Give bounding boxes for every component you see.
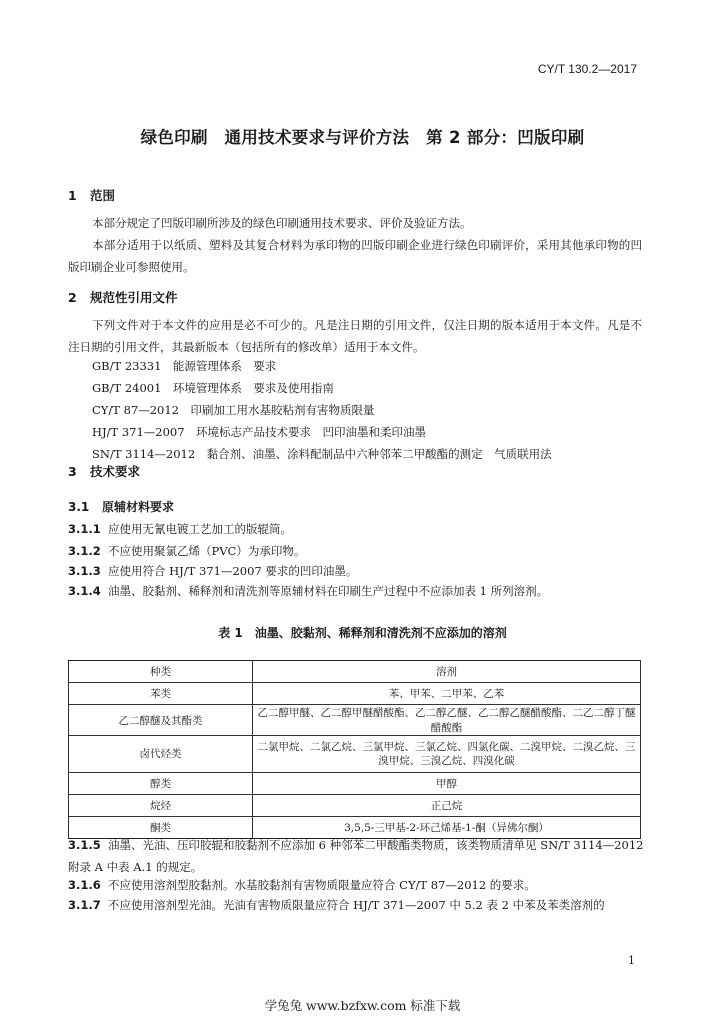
clause-3-1-1: [68, 518, 644, 540]
clause-text: 不应使用溶剂型光油。光油有害物质限量应符合 HJ/T 371—2007 中 5.2 表 2 中苯及苯类溶剂的: [108, 898, 605, 912]
table-row: [69, 773, 641, 795]
clause-number: 3.1.1: [68, 522, 101, 536]
section-3-heading: [68, 462, 140, 480]
clause-number: 3.1.5: [68, 838, 101, 852]
clause-number: 3.1.3: [68, 564, 101, 578]
clause-text: 应使用无氰电镀工艺加工的版辊筒。: [108, 522, 292, 536]
table-cell: 乙二醇甲醚、乙二醇甲醚醋酸酯、乙二醇乙醚、乙二醇乙醚醋酸酯、二乙二醇丁醚醋酸酯: [253, 705, 641, 736]
clause-number: 3.1.7: [68, 898, 101, 912]
clause-3-1-2: [68, 540, 644, 562]
section-1-heading: [68, 186, 115, 204]
standard-code: CY/T 130.2—2017: [537, 62, 637, 76]
clause-text: 应使用符合 HJ/T 371—2007 要求的凹印油墨。: [108, 564, 358, 578]
reference-item: CY/T 87—2012 印刷加工用水基胶粘剂有害物质限量: [92, 403, 375, 417]
clause-3-1-3: [68, 560, 644, 582]
document-title: 绿色印刷 通用技术要求与评价方法 第 2 部分：凹版印刷: [140, 128, 585, 147]
references-intro-paragraph: 下列文件对于本文件的应用是必不可少的。凡是注日期的引用文件，仅注日期的版本适用于本文件。凡是不注日期的引用文件，其最新版本（包括所有的修改单）适用于本文件。: [68, 318, 642, 354]
subsection-3-1-heading: [68, 498, 174, 515]
solvent-table: [68, 660, 641, 839]
table-cell: 酮类: [69, 817, 253, 839]
section-title: 规范性引用文件: [90, 290, 178, 305]
table-cell: 3,5,5-三甲基-2-环己烯基-1-酮（异佛尔酮）: [253, 817, 641, 839]
table-cell: 烷烃: [69, 795, 253, 817]
clause-number: 3.1.4: [68, 584, 101, 598]
table-cell: 乙二醇醚及其酯类: [69, 705, 253, 736]
clause-text: 油墨、光油、压印胶辊和胶黏剂不应添加 6 种邻苯二甲酸酯类物质，该类物质清单见 SN/T 3114—2012 附录 A 中表 A.1 的规定。: [68, 838, 644, 874]
scope-paragraph-2: 本部分适用于以纸质、塑料及其复合材料为承印物的凹版印刷企业进行绿色印刷评价，采用其他承印物的凹版印刷企业可参照使用。: [68, 238, 642, 274]
table-cell: 苯类: [69, 683, 253, 705]
clause-3-1-5: [68, 834, 644, 878]
table-cell: 正己烷: [253, 795, 641, 817]
table-cell: 甲醇: [253, 773, 641, 795]
table-header-cell: 种类: [69, 661, 253, 683]
clause-text: 不应使用聚氯乙烯（PVC）为承印物。: [108, 544, 306, 558]
section-number: 2: [68, 290, 77, 305]
section-2-heading: [68, 288, 178, 306]
page-number: 1: [628, 954, 635, 967]
reference-item: GB/T 23331 能源管理体系 要求: [92, 359, 277, 373]
clause-number: 3.1.6: [68, 878, 101, 892]
clause-text: 油墨、胶黏剂、稀释剂和清洗剂等原辅材料在印刷生产过程中不应添加表 1 所列溶剂。: [108, 584, 549, 598]
clause-3-1-4: [68, 580, 644, 602]
section-title: 技术要求: [90, 464, 141, 479]
clause-text: 不应使用溶剂型胶黏剂。水基胶黏剂有害物质限量应符合 CY/T 87—2012 的要求。: [108, 878, 536, 892]
table-caption: 表 1 油墨、胶黏剂、稀释剂和清洗剂不应添加的溶剂: [218, 626, 507, 640]
table-cell: 醇类: [69, 773, 253, 795]
table-row: [69, 683, 641, 705]
reference-item: SN/T 3114—2012 黏合剂、油墨、涂料配制品中六种邻苯二甲酸酯的测定 气质联用法: [92, 447, 552, 461]
table-cell: 卤代烃类: [69, 736, 253, 773]
section-number: 1: [68, 188, 77, 203]
clause-3-1-7: [68, 894, 644, 916]
subsection-title: 原辅材料要求: [102, 500, 175, 514]
reference-item: GB/T 24001 环境管理体系 要求及使用指南: [92, 381, 334, 395]
table-header-cell: 溶剂: [253, 661, 641, 683]
section-title: 范围: [90, 188, 116, 203]
clause-3-1-6: [68, 874, 644, 896]
table-cell: 苯、甲苯、二甲苯、乙苯: [253, 683, 641, 705]
footer-watermark: 学兔兔 www.bzfxw.com 标准下载: [264, 998, 461, 1013]
clause-number: 3.1.2: [68, 544, 101, 558]
table-cell: 二氯甲烷、二氯乙烷、三氯甲烷、三氯乙烷、四氯化碳、二溴甲烷、二溴乙烷、三溴甲烷、三溴乙烷、四溴化碳: [253, 736, 641, 773]
table-row: [69, 705, 641, 736]
reference-item: HJ/T 371—2007 环境标志产品技术要求 凹印油墨和柔印油墨: [92, 425, 427, 439]
subsection-number: 3.1: [68, 500, 90, 514]
scope-paragraph-1: 本部分规定了凹版印刷所涉及的绿色印刷通用技术要求、评价及验证方法。: [92, 216, 472, 230]
table-row: [69, 795, 641, 817]
table-header-row: [69, 661, 641, 683]
table-row: [69, 736, 641, 773]
section-number: 3: [68, 464, 77, 479]
